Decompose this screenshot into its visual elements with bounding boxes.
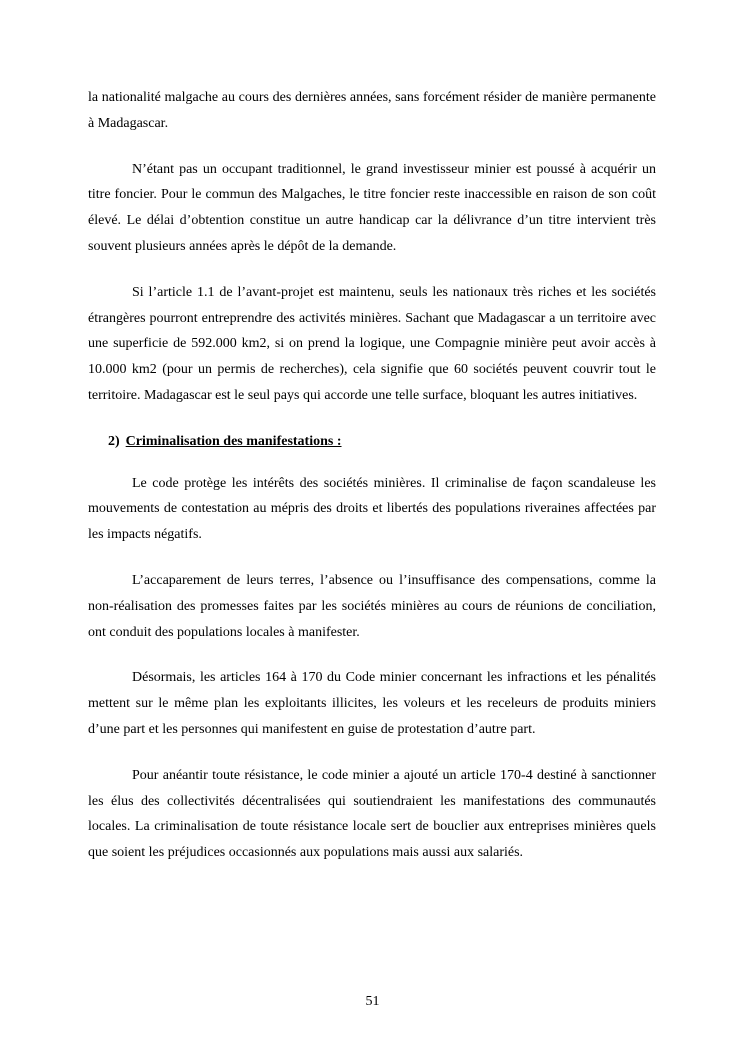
paragraph-code-protege: Le code protège les intérêts des sociétés minières. Il criminalise de façon scandaleuse les mouvements de contestation au mépris des droits et libertés des populations riveraines affectées par les impacts négatifs. <box>88 475 656 543</box>
paragraph-article-170-4: Pour anéantir toute résistance, le code minier a ajouté un article 170-4 destiné à sanctionner les élus des collectivités décentralisées qui soutiendraient les manifestations des communautés locales. La criminalisation de toute résistance locale sert de bouclier aux entreprises minières quels que soient les préjudices occasionnés aux populations mais aussi aux salariés. <box>88 767 656 861</box>
section-heading <box>88 429 656 455</box>
paragraph-accaparement: L’accaparement de leurs terres, l’absence ou l’insuffisance des compensations, comme la non-réalisation des promesses faites par les sociétés minières au cours de réunions de conciliation, ont conduit des populations locales à manifester. <box>88 572 656 640</box>
section-number: 2) <box>108 433 120 449</box>
paragraph-articles-164-170: Désormais, les articles 164 à 170 du Code minier concernant les infractions et les pénalités mettent sur le même plan les exploitants illicites, les voleurs et les receleurs de produits miniers d’une part et les personnes qui manifestent en guise de protestation d’autre part. <box>88 670 656 737</box>
paragraph-titre-foncier: N’étant pas un occupant traditionnel, le grand investisseur minier est poussé à acquérir un titre foncier. Pour le commun des Malgaches, le titre foncier reste inaccessible en raison de son coût élevé. Le délai d’obtention constitue un autre handicap car la délivrance d’un titre intervient très souvent plusieurs années après le dépôt de la demande. <box>88 161 656 254</box>
page-number: 51 <box>365 994 380 1009</box>
paragraph-continuation: la nationalité malgache au cours des dernières années, sans forcément résider de manière permanente à Madagascar. <box>88 90 656 131</box>
section-title: Criminalisation des manifestations : <box>125 433 342 449</box>
document-body <box>88 85 656 886</box>
paragraph-article-1-1: Si l’article 1.1 de l’avant-projet est maintenu, seuls les nationaux très riches et les sociétés étrangères pourront entreprendre des activités minières. Sachant que Madagascar a un territoire avec une superficie de 592.000 km2, si on prend la logique, une Compagnie minière peut avoir accès à 10.000 km2 (pour un permis de recherches), cela signifie que 60 sociétés peuvent couvrir tout le territoire. Madagascar est le seul pays qui accorde une telle surface, bloquant les autres initiatives. <box>88 284 656 403</box>
